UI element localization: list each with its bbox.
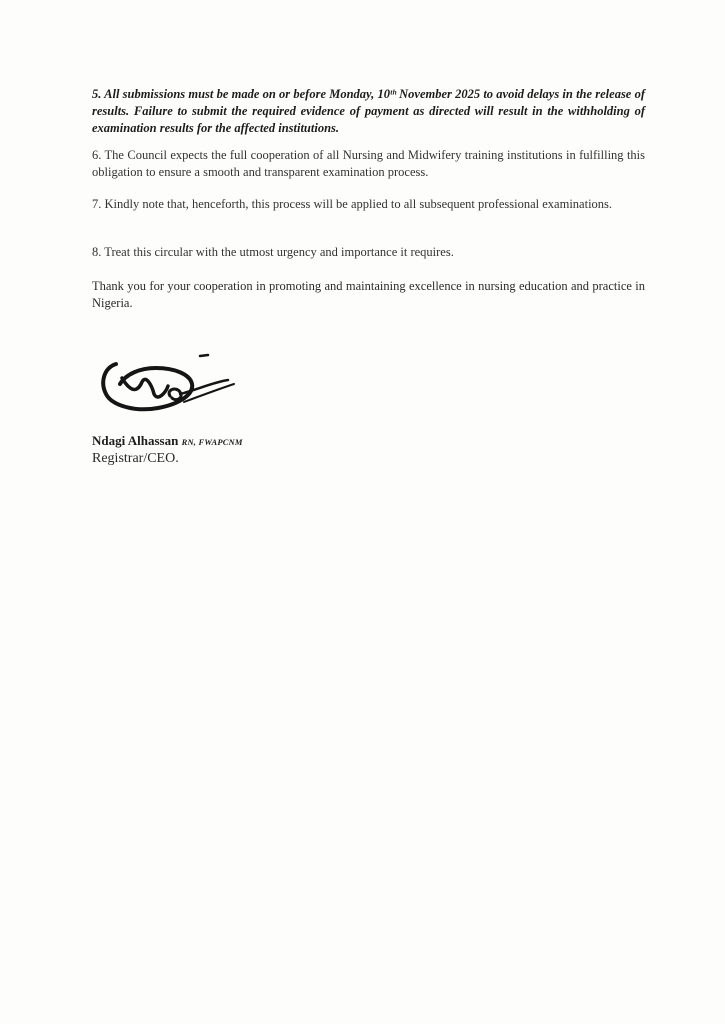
signatory-name-text: Ndagi Alhassan: [92, 433, 179, 448]
paragraph-7: 7. Kindly note that, henceforth, this process will be applied to all subsequent professional examinations.: [92, 197, 613, 211]
paragraph-6: 6. The Council expects the full cooperation of all Nursing and Midwifery training institutions in fulfilling this obligation to ensure a smooth and transparent examination process.: [92, 148, 645, 179]
signatory-credentials: RN, FWAPCNM: [181, 437, 243, 447]
signatory-name: [92, 433, 243, 449]
handwritten-signature: [96, 352, 241, 416]
paragraph-5: 5. All submissions must be made on or before Monday, 10ᵗʰ November 2025 to avoid delays in the release of results. Failure to submit the required evidence of payment as directed will result in the withholding of examination results for the affected institutions.: [92, 87, 645, 135]
closing-paragraph: Thank you for your cooperation in promoting and maintaining excellence in nursing education and practice in Nigeria.: [92, 279, 645, 310]
paragraph-8: 8. Treat this circular with the utmost urgency and importance it requires.: [92, 245, 454, 259]
signatory-title: Registrar/CEO.: [92, 451, 179, 466]
